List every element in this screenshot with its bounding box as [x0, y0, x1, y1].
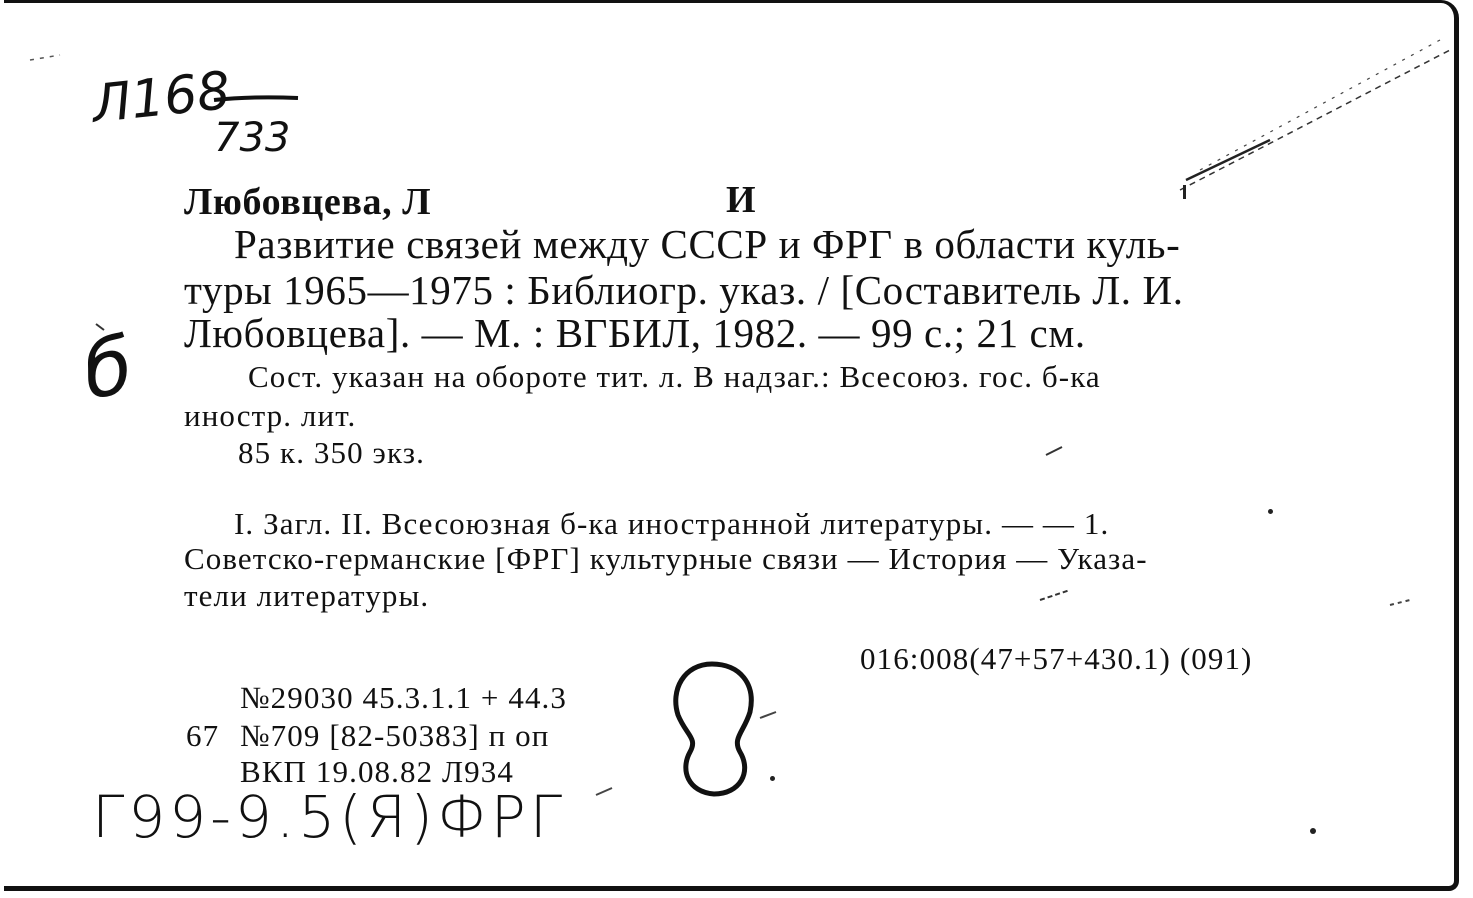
tracing-line-2: Советско-германские [ФРГ] культурные связи — История — Указа- — [184, 541, 1148, 576]
handwritten-shelfmark-bottom: 733 — [214, 115, 291, 161]
tracing-line-3: тели литературы. — [184, 578, 430, 613]
title-line-1: Развитие связей между СССР и ФРГ в области куль- — [234, 221, 1181, 267]
speck — [770, 776, 775, 781]
udc-code: 016:008(47+57+430.1) (091) — [860, 641, 1253, 676]
author-heading: Любовцева, Л — [184, 181, 432, 223]
imprint-line-1: №29030 45.3.1.1 + 44.3 — [240, 680, 568, 715]
price-line: 85 к. 350 экз. — [238, 435, 425, 470]
handwritten-shelfmark-top: Л168 — [89, 60, 234, 136]
tracing-line-1: I. Загл. II. Всесоюзная б-ка иностранной литературы. — — 1. — [234, 506, 1110, 541]
imprint-prefix: 67 — [186, 718, 220, 753]
author-initial: И — [726, 179, 757, 221]
speck — [1310, 828, 1316, 834]
speck — [1183, 185, 1186, 199]
handwritten-classification: Г99-9.5(Я)ФРГ — [92, 783, 567, 851]
handwritten-margin-mark: б — [76, 320, 140, 418]
note-line-2: иностр. лит. — [184, 398, 357, 433]
speck — [1268, 509, 1273, 514]
title-line-2: туры 1965—1975 : Библиогр. указ. / [Составитель Л. И. — [184, 267, 1184, 313]
imprint-line-2: №709 [82-50383] п оп — [240, 718, 550, 753]
title-line-3: Любовцева]. — М. : ВГБИЛ, 1982. — 99 с.; 21 см. — [184, 310, 1086, 356]
imprint-line-3: ВКП 19.08.82 Л934 — [240, 754, 514, 789]
note-line-1: Сост. указан на обороте тит. л. В надзаг.: Всесоюз. гос. б-ка — [248, 359, 1101, 394]
